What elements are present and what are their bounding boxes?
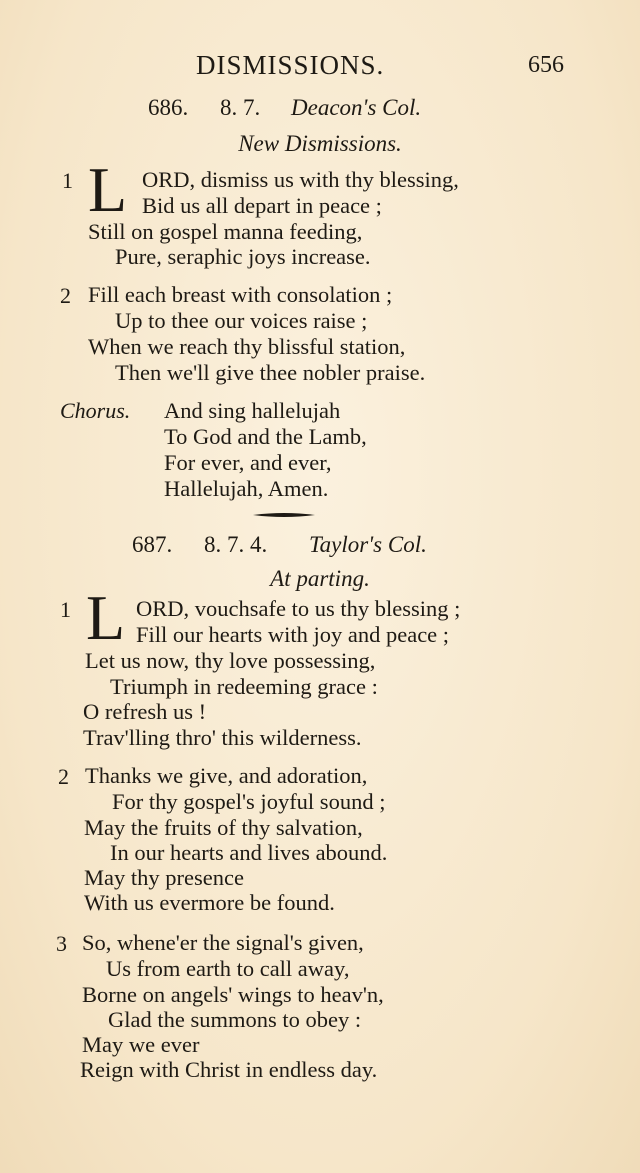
hymn-subtitle: New Dismissions. (238, 131, 402, 156)
verse-line: Triumph in redeeming grace : (110, 674, 378, 699)
chorus-line: Hallelujah, Amen. (164, 476, 329, 501)
page-header (0, 50, 640, 84)
hymn-source: Taylor's Col. (309, 532, 427, 557)
verse-line: Pure, seraphic joys increase. (115, 244, 371, 269)
verse-line: Then we'll give thee nobler praise. (115, 360, 426, 385)
hymn-number: 687. (132, 532, 173, 557)
hymn-source: Deacon's Col. (291, 95, 422, 120)
stanza-number: 1 (62, 168, 73, 193)
drop-cap: L (88, 154, 128, 225)
verse-line: ORD, vouchsafe to us thy blessing ; (136, 596, 461, 621)
verse-line: When we reach thy blissful station, (88, 334, 406, 359)
page-number: 656 (528, 52, 564, 78)
chorus-line: For ever, and ever, (164, 450, 332, 475)
verse-line: With us evermore be found. (84, 890, 335, 915)
drop-cap: L (86, 582, 126, 653)
verse-line: Fill each breast with consolation ; (88, 282, 393, 307)
hymn-meter: 8. 7. (220, 95, 261, 120)
chorus-label: Chorus. (60, 398, 131, 423)
chorus-line: To God and the Lamb, (164, 424, 367, 449)
verse-line: May the fruits of thy salvation, (84, 815, 363, 840)
hymn-heading (0, 95, 640, 125)
verse-line: So, whene'er the signal's given, (82, 930, 364, 955)
verse-line: Still on gospel manna feeding, (88, 219, 363, 244)
verse-line: Let us now, thy love possessing, (85, 648, 376, 673)
verse-line: Trav'lling thro' this wilderness. (83, 725, 362, 750)
ornamental-divider (253, 512, 315, 518)
stanza-number: 1 (60, 597, 71, 622)
verse-line: Bid us all depart in peace ; (142, 193, 382, 218)
verse-line: Up to thee our voices raise ; (115, 308, 368, 333)
stanza-number: 2 (58, 764, 69, 789)
stanza-number: 2 (60, 283, 71, 308)
verse-line: For thy gospel's joyful sound ; (112, 789, 386, 814)
hymn-heading (0, 532, 640, 562)
chorus-line: And sing hallelujah (164, 398, 341, 423)
verse-line: Fill our hearts with joy and peace ; (136, 622, 450, 647)
running-title: DISMISSIONS. (196, 50, 385, 80)
verse-line: May thy presence (84, 865, 244, 890)
verse-line: Glad the summons to obey : (108, 1007, 362, 1032)
verse-line: May we ever (82, 1032, 200, 1057)
hymn-meter: 8. 7. 4. (204, 532, 268, 557)
verse-line: Borne on angels' wings to heav'n, (82, 982, 384, 1007)
verse-line: ORD, dismiss us with thy blessing, (142, 167, 459, 192)
hymn-subtitle: At parting. (270, 566, 370, 591)
verse-line: Reign with Christ in endless day. (80, 1057, 378, 1082)
verse-line: In our hearts and lives abound. (110, 840, 388, 865)
stanza-number: 3 (56, 931, 67, 956)
verse-line: Us from earth to call away, (106, 956, 350, 981)
verse-line: O refresh us ! (83, 699, 207, 724)
verse-line: Thanks we give, and adoration, (85, 763, 368, 788)
hymn-number: 686. (148, 95, 189, 120)
